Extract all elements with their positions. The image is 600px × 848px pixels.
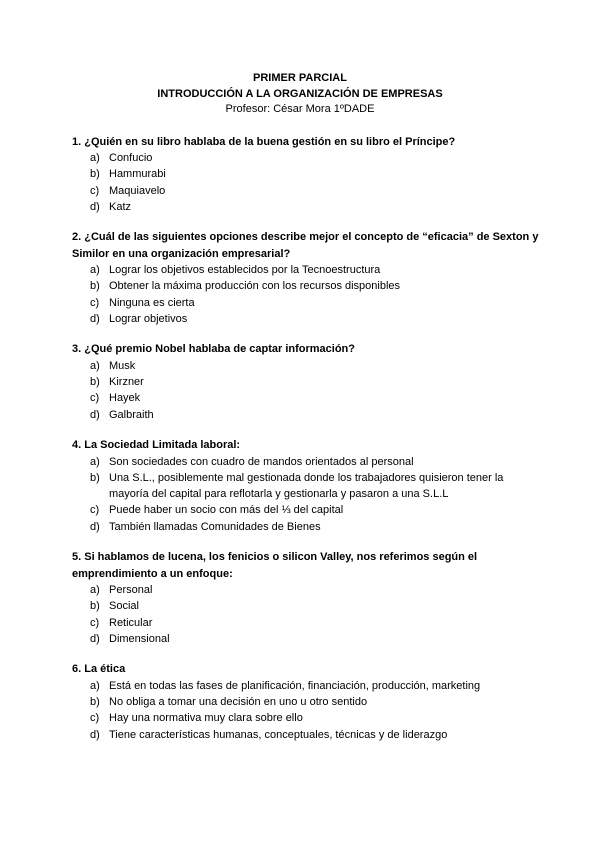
option-text: Confucio	[109, 152, 153, 164]
questions-list	[72, 134, 542, 743]
question-text: 2. ¿Cuál de las siguientes opciones describe mejor el concepto de “eficacia” de Sexton y Similor en una organización empresarial?	[72, 231, 539, 260]
option-text: Dimensional	[109, 632, 170, 645]
answer-option	[72, 582, 542, 598]
option-text: Puede haber un socio con más del ⅓ del capital	[109, 504, 344, 517]
course-title: INTRODUCCIÓN A LA ORGANIZACIÓN DE EMPRESAS	[157, 87, 443, 100]
answer-option	[72, 278, 542, 294]
answer-option	[72, 358, 542, 374]
answer-option	[72, 262, 542, 278]
answer-option	[72, 519, 542, 535]
answer-option	[72, 678, 542, 694]
option-letter: b)	[90, 376, 100, 389]
question-text: 4. La Sociedad Limitada laboral:	[72, 439, 241, 452]
option-text: Hay una normativa muy clara sobre ello	[109, 712, 303, 725]
question-3	[72, 341, 542, 423]
question-1	[72, 134, 542, 216]
option-text: Social	[109, 600, 139, 613]
option-text: Reticular	[109, 616, 153, 629]
option-text: Lograr objetivos	[109, 313, 188, 326]
option-letter: b)	[90, 696, 100, 709]
option-text: Tiene características humanas, conceptuales, técnicas y de liderazgo	[109, 728, 448, 741]
option-text: No obliga a tomar una decisión en uno u otro sentido	[109, 696, 368, 709]
question-text: 5. Si hablamos de lucena, los fenicios o silicon Valley, nos referimos según el emprendimiento a un enfoque:	[72, 551, 478, 580]
answer-option	[72, 166, 542, 182]
option-letter: c)	[90, 296, 100, 309]
option-letter: c)	[90, 184, 100, 197]
answer-options	[72, 150, 542, 215]
option-text: Katz	[109, 200, 132, 213]
option-letter: a)	[90, 359, 100, 372]
option-text: Una S.L., posiblemente mal gestionada donde los trabajadores quisieron tener la mayoría del capital para reflotarla y gestionarla y pasaron a una S.L.L	[109, 471, 504, 501]
answer-option	[72, 727, 542, 743]
option-letter: a)	[90, 455, 100, 468]
answer-option	[72, 502, 542, 518]
answer-option	[72, 598, 542, 614]
answer-option	[72, 390, 542, 406]
option-letter: b)	[90, 168, 100, 181]
option-letter: d)	[90, 728, 100, 741]
option-letter: c)	[90, 504, 100, 517]
answer-options	[72, 582, 542, 647]
question-4	[72, 437, 542, 535]
answer-option	[72, 710, 542, 726]
option-letter: d)	[90, 200, 100, 213]
answer-options	[72, 454, 542, 535]
option-letter: c)	[90, 616, 100, 629]
option-text: Kirzner	[109, 376, 144, 389]
answer-option	[72, 374, 542, 390]
question-5	[72, 549, 542, 647]
option-text: También llamadas Comunidades de Bienes	[109, 520, 321, 533]
exam-document	[72, 71, 542, 743]
option-letter: c)	[90, 392, 100, 405]
answer-option	[72, 694, 542, 710]
option-text: Ninguna es cierta	[109, 296, 195, 309]
answer-options	[72, 358, 542, 423]
option-letter: d)	[90, 313, 100, 326]
answer-option	[72, 407, 542, 423]
option-letter: c)	[90, 712, 100, 725]
answer-option	[72, 199, 542, 215]
answer-option	[72, 631, 542, 647]
answer-options	[72, 262, 542, 327]
option-text: Está en todas las fases de planificación, financiación, producción, marketing	[109, 679, 481, 692]
answer-options	[72, 678, 542, 743]
question-text: 3. ¿Qué premio Nobel hablaba de captar información?	[72, 343, 355, 356]
question-2	[72, 229, 542, 327]
option-letter: d)	[90, 408, 100, 421]
option-text: Hayek	[109, 392, 141, 405]
option-letter: b)	[90, 471, 100, 484]
question-text: 1. ¿Quién en su libro hablaba de la buena gestión en su libro el Príncipe?	[72, 135, 456, 148]
option-letter: d)	[90, 632, 100, 645]
exam-title: PRIMER PARCIAL	[253, 72, 347, 84]
answer-option	[72, 150, 542, 166]
option-text: Obtener la máxima producción con los recursos disponibles	[109, 280, 401, 293]
option-text: Son sociedades con cuadro de mandos orientados al personal	[109, 455, 414, 468]
option-text: Galbraith	[109, 408, 154, 421]
option-text: Personal	[109, 584, 153, 597]
answer-option	[72, 183, 542, 199]
answer-option	[72, 295, 542, 311]
question-text: 6. La ética	[72, 663, 126, 676]
option-letter: b)	[90, 280, 100, 293]
answer-option	[72, 470, 542, 503]
option-text: Maquiavelo	[109, 184, 166, 197]
option-text: Hammurabi	[109, 168, 166, 181]
exam-header	[72, 71, 528, 118]
option-letter: b)	[90, 600, 100, 613]
answer-option	[72, 454, 542, 470]
option-letter: a)	[90, 152, 100, 164]
option-letter: a)	[90, 679, 100, 692]
answer-option	[72, 311, 542, 327]
option-text: Musk	[109, 359, 136, 372]
option-letter: d)	[90, 520, 100, 533]
answer-option	[72, 615, 542, 631]
professor-line: Profesor: César Mora 1ºDADE	[225, 103, 375, 115]
option-text: Lograr los objetivos establecidos por la Tecnoestructura	[109, 264, 381, 277]
question-6	[72, 661, 542, 743]
option-letter: a)	[90, 584, 100, 597]
option-letter: a)	[90, 264, 100, 277]
